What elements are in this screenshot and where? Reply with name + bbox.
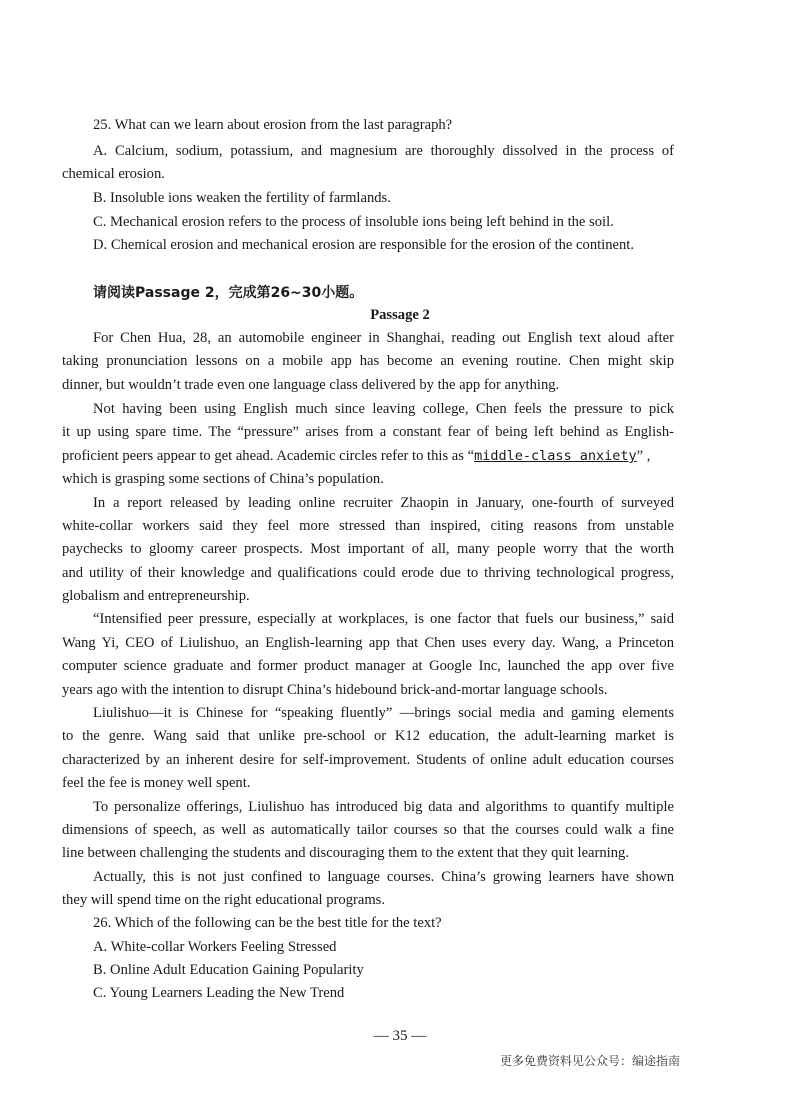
p4-line-4: years ago with the intention to disrupt China’s hidebound brick-and-mortar language schools. (62, 682, 608, 698)
p5-line-4: feel the fee is money well spent. (62, 775, 251, 791)
p3-line-1: In a report released by leading online recruiter Zhaopin in January, one-fourth of surveyed (93, 495, 674, 511)
q26-option-c: C. Young Learners Leading the New Trend (93, 985, 345, 1001)
p2-line-4: which is grasping some sections of China’s population. (62, 471, 384, 487)
q25-option-b: B. Insoluble ions weaken the fertility of farmlands. (93, 190, 391, 206)
passage-title: Passage 2 (370, 307, 430, 323)
p3-line-5: globalism and entrepreneurship. (62, 588, 250, 604)
p1-line-2: taking pronunciation lessons on a mobile app has become an evening routine. Chen might skip (62, 353, 674, 369)
reading-instruction: 请阅读Passage 2，完成第26~30小题。 (93, 285, 364, 301)
p6-line-3: line between challenging the students and discouraging them to the extent that they quit learning. (62, 845, 629, 861)
q26-option-b: B. Online Adult Education Gaining Popularity (93, 962, 364, 978)
highlighted-term: middle-class anxiety (474, 448, 637, 464)
p7-line-1: Actually, this is not just confined to language courses. China’s growing learners have shown (93, 869, 674, 885)
q26-option-a: A. White-collar Workers Feeling Stressed (93, 939, 337, 955)
p1-line-3: dinner, but wouldn’t trade even one language class delivered by the app for anything. (62, 377, 560, 393)
p4-line-2: Wang Yi, CEO of Liulishuo, an English-learning app that Chen uses every day. Wang, a Princeton (62, 635, 674, 651)
p3-line-3: paychecks to gloomy career prospects. Most important of all, many people worry that the worth (62, 541, 674, 557)
p2-line-3 (62, 445, 674, 468)
p2-line-2: it up using spare time. The “pressure” arises from a constant fear of being left behind as English- (62, 424, 674, 440)
q25-option-d: D. Chemical erosion and mechanical erosion are responsible for the erosion of the continent. (93, 237, 635, 253)
page-number: — 35 — (373, 1028, 427, 1044)
p4-line-1: “Intensified peer pressure, especially at workplaces, is one factor that fuels our business,” said (93, 611, 674, 627)
p3-line-2: white-collar workers said they feel more stressed than inspired, citing reasons from unstable (62, 518, 674, 534)
q25-stem: 25. What can we learn about erosion from the last paragraph? (93, 117, 453, 133)
p1-line-1: For Chen Hua, 28, an automobile engineer in Shanghai, reading out English text aloud after (93, 330, 674, 346)
p5-line-2: to the genre. Wang said that unlike pre-school or K12 education, the adult-learning market is (62, 728, 674, 744)
p2-line-1: Not having been using English much since leaving college, Chen feels the pressure to pick (93, 401, 674, 417)
q25-option-c: C. Mechanical erosion refers to the process of insoluble ions being left behind in the soil. (93, 214, 614, 230)
p4-line-3: computer science graduate and former product manager at Google Inc, launched the app over five (62, 658, 674, 674)
p5-line-1: Liulishuo—it is Chinese for “speaking fluently” —brings social media and gaming elements (93, 705, 674, 721)
footer-note: 更多免费资料见公众号：编途指南 (500, 1054, 681, 1068)
p6-line-1: To personalize offerings, Liulishuo has introduced big data and algorithms to quantify multiple (93, 799, 674, 815)
q26-stem: 26. Which of the following can be the best title for the text? (93, 915, 442, 931)
p5-line-3: characterized by an inherent desire for self-improvement. Students of online adult education courses (62, 752, 674, 768)
p3-line-4: and utility of their knowledge and qualifications could erode due to thriving technological progress, (62, 565, 674, 581)
p7-line-2: they will spend time on the right educational programs. (62, 892, 386, 908)
p2-line-3-text: proficient peers appear to get ahead. Academic circles refer to this as “ (62, 448, 475, 464)
q25-option-a: A. Calcium, sodium, potassium, and magnesium are thoroughly dissolved in the process of (93, 143, 674, 159)
q25-option-a-cont: chemical erosion. (62, 166, 165, 182)
p6-line-2: dimensions of speech, as well as automatically tailor courses so that the courses could walk a fine (62, 822, 674, 838)
p2-line-3-close: ” , (636, 448, 651, 464)
